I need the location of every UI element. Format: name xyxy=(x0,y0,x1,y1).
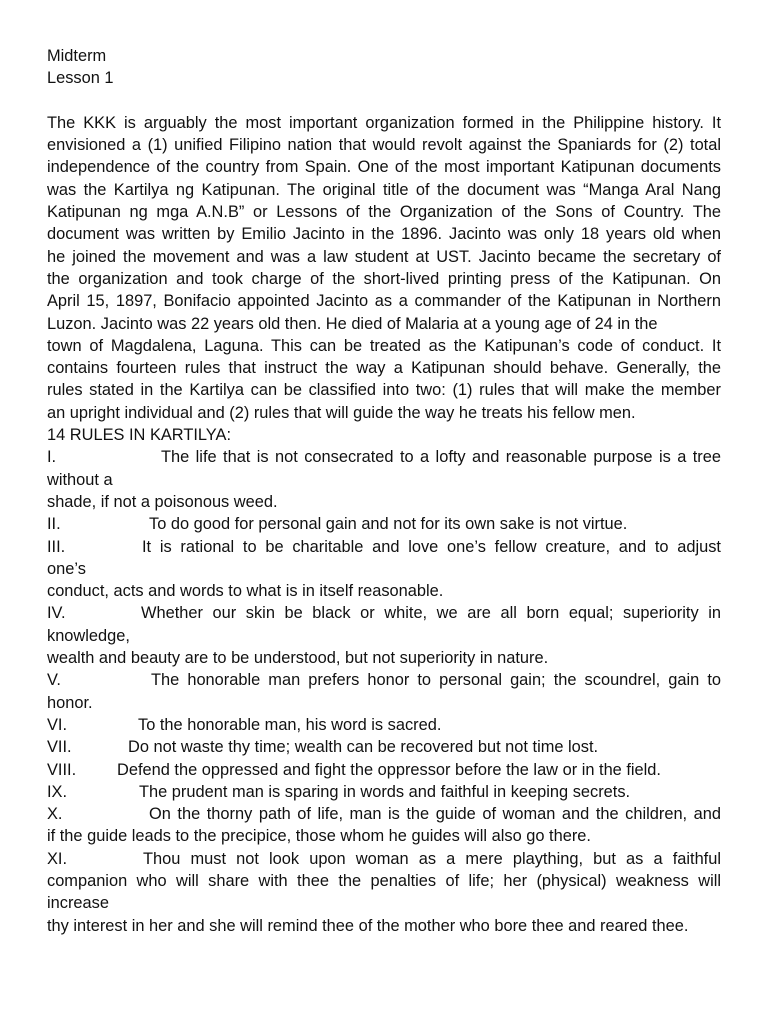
rule-item xyxy=(47,736,721,758)
intro-line: rules stated in the Kartilya can be classified into two: (1) rules that will make the member xyxy=(47,381,721,400)
rule-item xyxy=(47,513,721,535)
intro-line: The KKK is arguably the most important organization formed in the Philippine history. It xyxy=(47,113,721,132)
rule-text: Thou must not look upon woman as a mere plaything, but as a faithful xyxy=(143,849,721,868)
intro-line: April 15, 1897, Bonifacio appointed Jacinto as a commander of the Katipunan in Northern xyxy=(47,292,721,311)
rule-first-line xyxy=(47,781,721,803)
rule-continuation-line: increase xyxy=(47,894,109,913)
rule-continuation-line: one’s xyxy=(47,559,86,578)
header-lesson: Lesson 1 xyxy=(47,69,114,88)
rule-first-line xyxy=(47,669,721,691)
rule-numeral: II. xyxy=(47,515,61,534)
header-midterm: Midterm xyxy=(47,47,107,65)
rule-numeral: VI. xyxy=(47,715,68,734)
spacer xyxy=(47,90,721,112)
rule-first-line xyxy=(47,759,721,781)
rule-item xyxy=(47,714,721,736)
intro-line: envisioned a (1) unified Filipino nation that would revolt against the Spaniards for (2) total xyxy=(47,136,721,155)
rule-continuation-line: if the guide leads to the precipice, those whom he guides will also go there. xyxy=(47,827,591,846)
rule-text: The prudent man is sparing in words and faithful in keeping secrets. xyxy=(139,782,631,801)
rule-text: Defend the oppressed and fight the oppressor before the law or in the field. xyxy=(117,760,661,779)
rule-numeral: III. xyxy=(47,537,66,556)
rule-numeral: VII. xyxy=(47,738,72,757)
rule-first-line xyxy=(47,536,721,558)
rule-item xyxy=(47,446,721,513)
intro-line: the organization and took charge of the short-lived printing press of the Katipunan. On xyxy=(47,269,721,288)
rule-numeral: VIII. xyxy=(47,760,77,779)
rule-numeral: IX. xyxy=(47,782,68,801)
rules-heading: 14 RULES IN KARTILYA: xyxy=(47,426,232,445)
rule-numeral: XI. xyxy=(47,849,68,868)
rule-text: Whether our skin be black or white, we are all born equal; superiority in xyxy=(141,604,721,623)
rule-numeral: V. xyxy=(47,671,61,690)
rule-first-line xyxy=(47,714,721,736)
rule-first-line xyxy=(47,446,721,468)
intro-line: document was written by Emilio Jacinto in the 1896. Jacinto was only 18 years old when xyxy=(47,225,721,244)
intro-line: Katipunan ng mga A.N.B” or Lessons of the Organization of the Sons of Country. The xyxy=(47,203,721,222)
intro-paragraph xyxy=(47,112,721,424)
rule-text: To the honorable man, his word is sacred. xyxy=(138,715,442,734)
document-page xyxy=(47,45,721,937)
rule-continuation-line: knowledge, xyxy=(47,626,130,645)
intro-line: town of Magdalena, Laguna. This can be treated as the Katipunan’s code of conduct. It xyxy=(47,336,721,355)
intro-line: independence of the country from Spain. One of the most important Katipunan documents xyxy=(47,158,721,177)
rule-first-line xyxy=(47,848,721,870)
rule-text: The life that is not consecrated to a lofty and reasonable purpose is a tree xyxy=(161,448,721,467)
rule-first-line xyxy=(47,736,721,758)
rule-text: On the thorny path of life, man is the guide of woman and the children, and xyxy=(149,805,721,824)
intro-line: was the Kartilya ng Katipunan. The original title of the document was “Manga Aral Nang xyxy=(47,180,721,199)
rule-item xyxy=(47,536,721,603)
rule-numeral: I. xyxy=(47,448,57,467)
rule-item xyxy=(47,669,721,714)
rule-text: To do good for personal gain and not for its own sake is not virtue. xyxy=(149,515,628,534)
rule-continuation-line: shade, if not a poisonous weed. xyxy=(47,492,278,511)
rule-item xyxy=(47,848,721,937)
rules-list xyxy=(47,446,721,937)
rule-continuation-line: without a xyxy=(47,470,113,489)
rule-text: Do not waste thy time; wealth can be recovered but not time lost. xyxy=(128,738,599,757)
rule-text: It is rational to be charitable and love one’s fellow creature, and to adjust xyxy=(142,537,721,556)
rule-item xyxy=(47,759,721,781)
rule-first-line xyxy=(47,602,721,624)
rule-numeral: IV. xyxy=(47,604,66,623)
intro-line: he joined the movement and was a law student at UST. Jacinto became the secretary of xyxy=(47,247,721,266)
rule-first-line xyxy=(47,803,721,825)
rule-continuation-line: thy interest in her and she will remind thee of the mother who bore thee and reared thee. xyxy=(47,916,689,935)
rule-text: The honorable man prefers honor to personal gain; the scoundrel, gain to xyxy=(151,671,721,690)
rule-numeral: X. xyxy=(47,805,63,824)
rule-continuation-line: conduct, acts and words to what is in itself reasonable. xyxy=(47,582,444,601)
rule-item xyxy=(47,803,721,848)
rule-item xyxy=(47,781,721,803)
intro-line: contains fourteen rules that instruct the way a Katipunan should behave. Generally, the xyxy=(47,359,721,378)
intro-line: Luzon. Jacinto was 22 years old then. He died of Malaria at a young age of 24 in the xyxy=(47,314,658,333)
intro-line: an upright individual and (2) rules that will guide the way he treats his fellow men. xyxy=(47,403,636,422)
rule-continuation-line: companion who will share with thee the penalties of life; her (physical) weakness will xyxy=(47,871,721,890)
rule-item xyxy=(47,602,721,669)
rule-continuation-line: wealth and beauty are to be understood, but not superiority in nature. xyxy=(47,649,549,668)
rule-first-line xyxy=(47,513,721,535)
rule-continuation-line: honor. xyxy=(47,693,93,712)
